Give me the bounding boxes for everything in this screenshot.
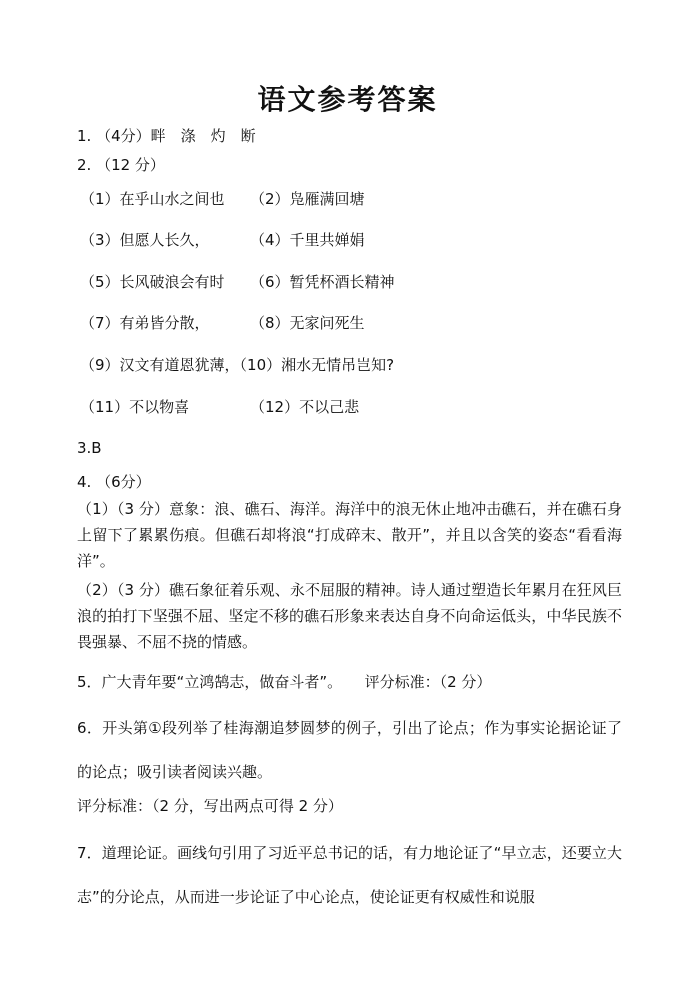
answer-q2-heading: 2. （12 分） bbox=[77, 156, 165, 174]
q2-item-6: （6）暂凭杯酒长精神 bbox=[250, 273, 395, 291]
answer-q4-heading: 4. （6分） bbox=[77, 473, 151, 491]
answer-q4-part2: （2）（3 分）礁石象征着乐观、永不屈服的精神。诗人通过塑造长年累月在狂风巨浪的拍打下坚强不屈、坚定不移的礁石形象来表达自身不向命运低头，中华民族不畏强暴、不屈不挠的情感。 bbox=[77, 581, 622, 651]
answer-q6: 6．开头第①段列举了桂海潮追梦圆梦的例子，引出了论点；作为事实论据论证了的论点；吸引读者阅读兴趣。 bbox=[77, 719, 622, 781]
answer-q5: 5．广大青年要“立鸿鹄志，做奋斗者”。 评分标准：（2 分） bbox=[77, 673, 492, 691]
q2-item-9-10: （9）汉文有道恩犹薄，（10）湘水无情吊岂知? bbox=[80, 356, 395, 374]
answer-q3: 3.B bbox=[77, 439, 102, 457]
page-title: 语文参考答案 bbox=[257, 83, 438, 116]
q2-item-2: （2）凫雁满回塘 bbox=[250, 190, 365, 208]
q2-item-11: （11）不以物喜 bbox=[80, 398, 190, 416]
q2-item-7: （7）有弟皆分散， bbox=[80, 314, 210, 332]
answer-q1: 1. （4分）畔 涤 灼 断 bbox=[77, 127, 256, 145]
q2-item-12: （12）不以己悲 bbox=[250, 398, 360, 416]
answer-q4-part1: （1）（3 分）意象：浪、礁石、海洋。海洋中的浪无休止地冲击礁石，并在礁石身上留下了累累伤痕。但礁石却将浪“打成碎末、散开”，并且以含笑的姿态“看看海洋”。 bbox=[77, 500, 622, 570]
answer-q6-score: 评分标准：（2 分，写出两点可得 2 分） bbox=[77, 797, 343, 815]
q2-item-1: （1）在乎山水之间也 bbox=[80, 190, 225, 208]
q2-item-3: （3）但愿人长久， bbox=[80, 231, 210, 249]
q2-item-8: （8）无家问死生 bbox=[250, 314, 365, 332]
q2-item-4: （4）千里共婵娟 bbox=[250, 231, 365, 249]
q2-item-5: （5）长风破浪会有时 bbox=[80, 273, 225, 291]
answer-q7: 7．道理论证。画线句引用了习近平总书记的话，有力地论证了“早立志，还要立大志”的分论点，从而进一步论证了中心论点，使论证更有权威性和说服 bbox=[77, 844, 622, 906]
